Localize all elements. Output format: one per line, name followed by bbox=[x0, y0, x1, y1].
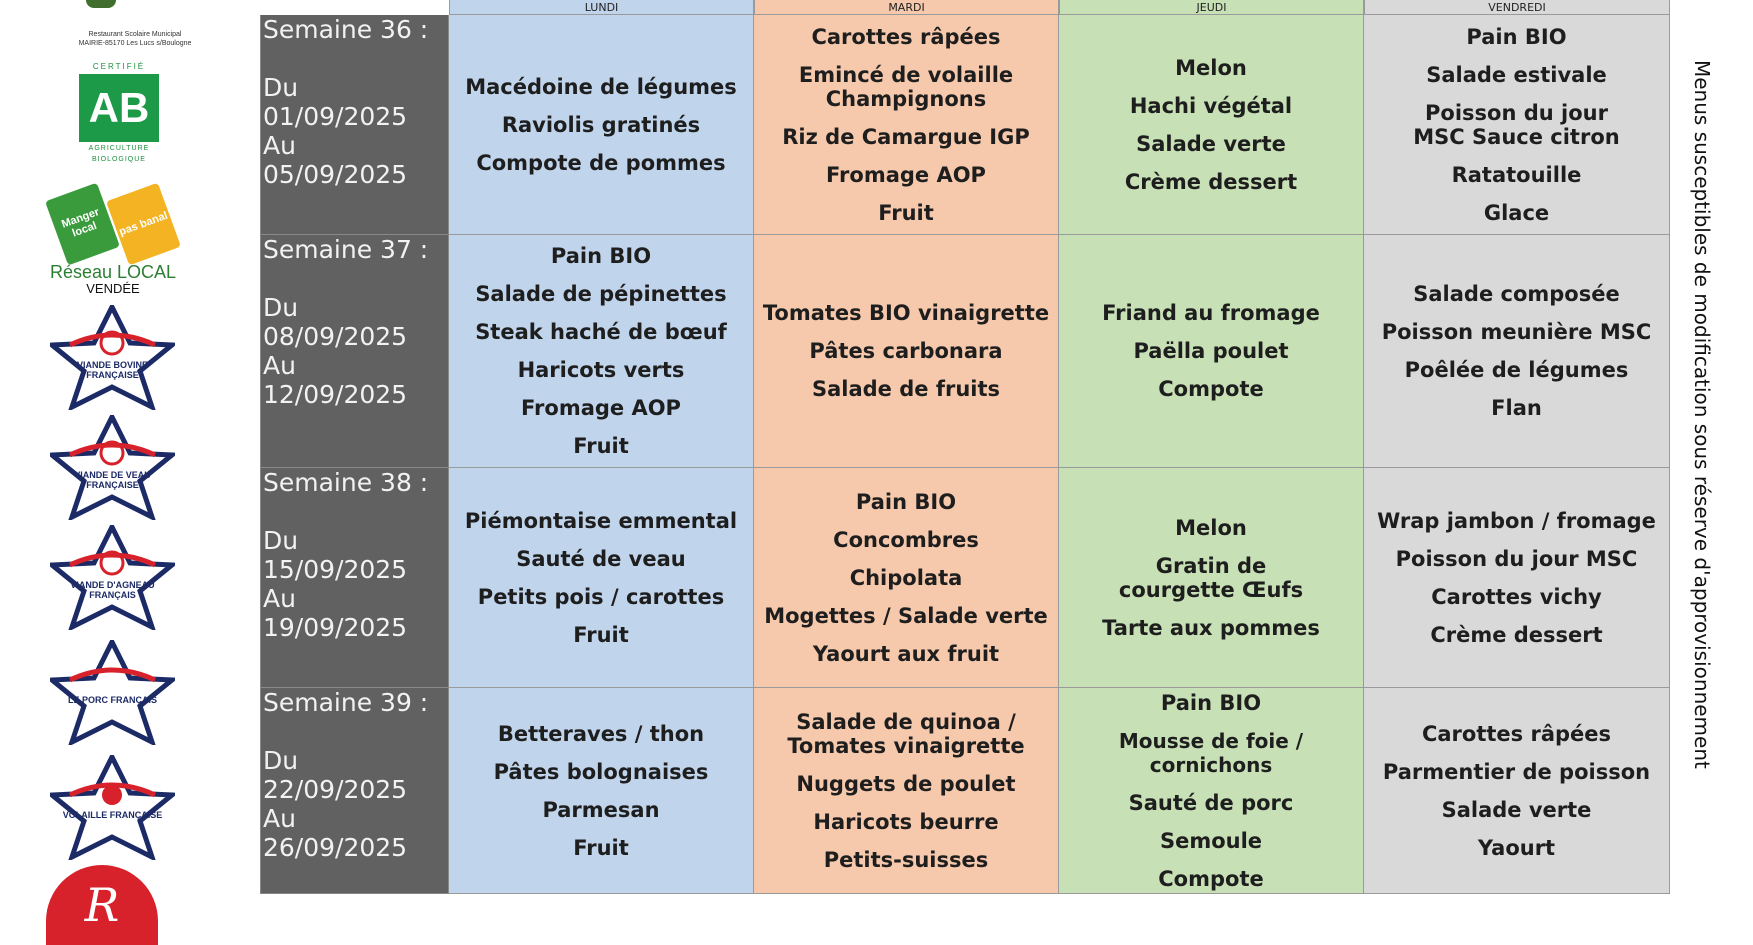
star-badge-icon bbox=[50, 415, 175, 520]
header-row bbox=[260, 0, 1670, 15]
dish: Hachi végétal bbox=[1129, 93, 1293, 118]
week-row bbox=[260, 468, 1670, 688]
dish: Wrap jambon / fromage bbox=[1377, 508, 1656, 533]
week-au: Au bbox=[263, 584, 296, 613]
menu-cell-vendredi bbox=[1364, 468, 1670, 688]
menu-cell-lundi bbox=[449, 235, 754, 468]
week-au: Au bbox=[263, 804, 296, 833]
viande-bovine-logo bbox=[50, 305, 175, 410]
header-lundi: LUNDI bbox=[449, 0, 754, 15]
viande-agneau-logo bbox=[50, 525, 175, 630]
week-end-date: 26/09/2025 bbox=[263, 833, 408, 862]
veau-label: VIANDE DE VEAU FRANÇAISE bbox=[74, 470, 151, 490]
week-cell bbox=[260, 15, 449, 235]
star-badge-icon bbox=[50, 525, 175, 630]
restaurant-logo-text bbox=[60, 30, 210, 48]
week-du: Du bbox=[263, 293, 299, 322]
logo-tree-icon bbox=[86, 0, 116, 8]
dish: Salade de pépinettes bbox=[475, 282, 727, 306]
week-start-date: 15/09/2025 bbox=[263, 555, 408, 584]
week-label: Semaine 36 : bbox=[263, 15, 429, 44]
dish: Fromage AOP bbox=[826, 162, 986, 187]
dish: Pain BIO bbox=[550, 244, 652, 268]
menu-cell-mardi bbox=[754, 688, 1059, 894]
dish: Emincé de volaille Champignons bbox=[798, 62, 1014, 111]
dish: Carottes vichy bbox=[1431, 584, 1602, 609]
ab-line2: BIOLOGIQUE bbox=[92, 156, 146, 163]
porc-francais-logo bbox=[50, 640, 175, 745]
menu-cell-jeudi bbox=[1059, 468, 1364, 688]
dish: Betteraves / thon bbox=[497, 721, 705, 746]
week-label: Semaine 39 : bbox=[263, 688, 429, 717]
dish: Petits pois / carottes bbox=[477, 584, 725, 609]
dish: Pâtes carbonara bbox=[809, 339, 1003, 363]
dish: Chipolata bbox=[849, 565, 963, 590]
dish: Flan bbox=[1491, 396, 1542, 420]
week-end-date: 05/09/2025 bbox=[263, 160, 408, 189]
dish: Haricots beurre bbox=[813, 809, 999, 834]
dish: Sauté de veau bbox=[516, 546, 686, 571]
dish: Gratin de courgette Œufs bbox=[1118, 553, 1304, 602]
menu-cell-mardi bbox=[754, 235, 1059, 468]
menu-cell-jeudi bbox=[1059, 235, 1364, 468]
reseau-local-logo bbox=[48, 190, 178, 300]
dish: Salade verte bbox=[1441, 797, 1592, 822]
pas-banal-tile: pas banal bbox=[106, 183, 181, 266]
dish: Salade de fruits bbox=[811, 377, 1000, 401]
dish: Carottes râpées bbox=[1421, 721, 1612, 746]
week-du: Du bbox=[263, 746, 299, 775]
dish: Salade composée bbox=[1413, 282, 1620, 306]
porc-label: LE PORC FRANÇAIS bbox=[67, 695, 157, 705]
header-mardi: MARDI bbox=[754, 0, 1059, 15]
vendee-label: VENDÉE bbox=[86, 281, 140, 296]
dish: Piémontaise emmental bbox=[464, 508, 738, 533]
dish: Salade de quinoa / Tomates vinaigrette bbox=[787, 709, 1025, 758]
header-jeudi: JEUDI bbox=[1059, 0, 1364, 15]
dish: Poisson du jour MSC Sauce citron bbox=[1413, 100, 1620, 149]
dish: Compote bbox=[1158, 866, 1264, 891]
bovine-label: VIANDE BOVINE FRANÇAISE bbox=[76, 360, 148, 380]
manger-local-tile: Manger local bbox=[45, 183, 120, 266]
week-end-date: 19/09/2025 bbox=[263, 613, 408, 642]
menu-cell-vendredi bbox=[1364, 15, 1670, 235]
week-label: Semaine 38 : bbox=[263, 468, 429, 497]
dish: Ratatouille bbox=[1451, 162, 1582, 187]
week-row bbox=[260, 235, 1670, 468]
dish: Mogettes / Salade verte bbox=[764, 603, 1048, 628]
dish: Compote bbox=[1158, 377, 1264, 401]
label-rouge-logo: R bbox=[46, 865, 158, 945]
dish: Raviolis gratinés bbox=[501, 112, 701, 137]
volaille-label: VOLAILLE FRANÇAISE bbox=[62, 810, 163, 820]
dish: Sauté de porc bbox=[1128, 790, 1294, 815]
dish: Carottes râpées bbox=[811, 24, 1001, 49]
dish: Parmentier de poisson bbox=[1382, 759, 1651, 784]
dish: Melon bbox=[1175, 55, 1247, 80]
dish: Pain BIO bbox=[855, 489, 957, 514]
ab-logo bbox=[78, 62, 160, 174]
week-start-date: 08/09/2025 bbox=[263, 322, 408, 351]
dish: Pain BIO bbox=[1466, 24, 1567, 49]
restaurant-name: Restaurant Scolaire Municipal bbox=[88, 31, 182, 38]
menu-cell-mardi bbox=[754, 468, 1059, 688]
menu-cell-lundi bbox=[449, 688, 754, 894]
dish: Pâtes bolognaises bbox=[493, 759, 709, 784]
dish: Poisson du jour MSC bbox=[1395, 546, 1638, 571]
week-start-date: 01/09/2025 bbox=[263, 102, 408, 131]
dish: Haricots verts bbox=[517, 358, 685, 382]
dish: Riz de Camargue IGP bbox=[782, 124, 1030, 149]
side-note: Menus susceptibles de modification sous réserve d'approvisionnement bbox=[1690, 60, 1714, 769]
week-du: Du bbox=[263, 526, 299, 555]
dish: Salade verte bbox=[1136, 131, 1286, 156]
header-week-blank bbox=[260, 0, 449, 15]
menu-cell-mardi bbox=[754, 15, 1059, 235]
week-cell bbox=[260, 688, 449, 894]
ab-certifie: CERTIFIÉ bbox=[92, 62, 146, 71]
header-vendredi: VENDREDI bbox=[1364, 0, 1670, 15]
week-au: Au bbox=[263, 131, 296, 160]
ab-line1: AGRICULTURE bbox=[88, 145, 150, 152]
dish: Parmesan bbox=[542, 797, 660, 822]
dish: Paëlla poulet bbox=[1133, 339, 1289, 363]
star-badge-icon bbox=[50, 755, 175, 860]
dish: Steak haché de bœuf bbox=[475, 320, 727, 344]
week-label: Semaine 37 : bbox=[263, 235, 429, 264]
dish: Salade estivale bbox=[1426, 62, 1607, 87]
dish: Yaourt aux fruit bbox=[812, 641, 1000, 666]
dish: Tarte aux pommes bbox=[1102, 615, 1320, 640]
dish: Crème dessert bbox=[1430, 622, 1603, 647]
dish: Fruit bbox=[573, 622, 629, 647]
dish: Petits-suisses bbox=[823, 847, 989, 872]
dish: Nuggets de poulet bbox=[796, 771, 1016, 796]
dish: Macédoine de légumes bbox=[465, 74, 737, 99]
dish: Fruit bbox=[878, 200, 934, 225]
dish: Tomates BIO vinaigrette bbox=[762, 301, 1050, 325]
week-start-date: 22/09/2025 bbox=[263, 775, 408, 804]
agneau-label: VIANDE D'AGNEAU FRANÇAIS bbox=[70, 580, 155, 600]
week-cell bbox=[260, 468, 449, 688]
week-au: Au bbox=[263, 351, 296, 380]
menu-table bbox=[260, 0, 1670, 894]
viande-veau-logo bbox=[50, 415, 175, 520]
week-du: Du bbox=[263, 73, 299, 102]
week-row bbox=[260, 15, 1670, 235]
menu-cell-lundi bbox=[449, 15, 754, 235]
dish: Pain BIO bbox=[1160, 690, 1262, 715]
dish: Concombres bbox=[833, 527, 979, 552]
dish: Fromage AOP bbox=[521, 396, 681, 420]
ab-letters: AB bbox=[79, 74, 159, 142]
menu-cell-jeudi bbox=[1059, 688, 1364, 894]
menu-cell-vendredi bbox=[1364, 235, 1670, 468]
dish: Fruit bbox=[573, 835, 629, 860]
dish: Compote de pommes bbox=[476, 150, 726, 175]
dish: Yaourt bbox=[1477, 835, 1556, 860]
dish: Poêlée de légumes bbox=[1404, 358, 1629, 382]
dish: Mousse de foie / cornichons bbox=[1118, 728, 1304, 777]
menu-cell-jeudi bbox=[1059, 15, 1364, 235]
dish: Crème dessert bbox=[1124, 169, 1298, 194]
week-row bbox=[260, 688, 1670, 894]
star-badge-icon bbox=[50, 305, 175, 410]
week-end-date: 12/09/2025 bbox=[263, 380, 408, 409]
menu-cell-vendredi bbox=[1364, 688, 1670, 894]
dish: Glace bbox=[1483, 200, 1550, 225]
dish: Fruit bbox=[573, 434, 629, 458]
dish: Poisson meunière MSC bbox=[1381, 320, 1652, 344]
dish: Semoule bbox=[1159, 828, 1263, 853]
menu-cell-lundi bbox=[449, 468, 754, 688]
restaurant-address: MAIRIE-85170 Les Lucs s/Boulogne bbox=[78, 40, 192, 47]
volaille-francaise-logo bbox=[50, 755, 175, 860]
reseau-local-name: Réseau LOCAL bbox=[49, 262, 177, 282]
dish: Friand au fromage bbox=[1102, 301, 1320, 325]
star-badge-icon bbox=[50, 640, 175, 745]
dish: Melon bbox=[1175, 515, 1247, 540]
week-cell bbox=[260, 235, 449, 468]
